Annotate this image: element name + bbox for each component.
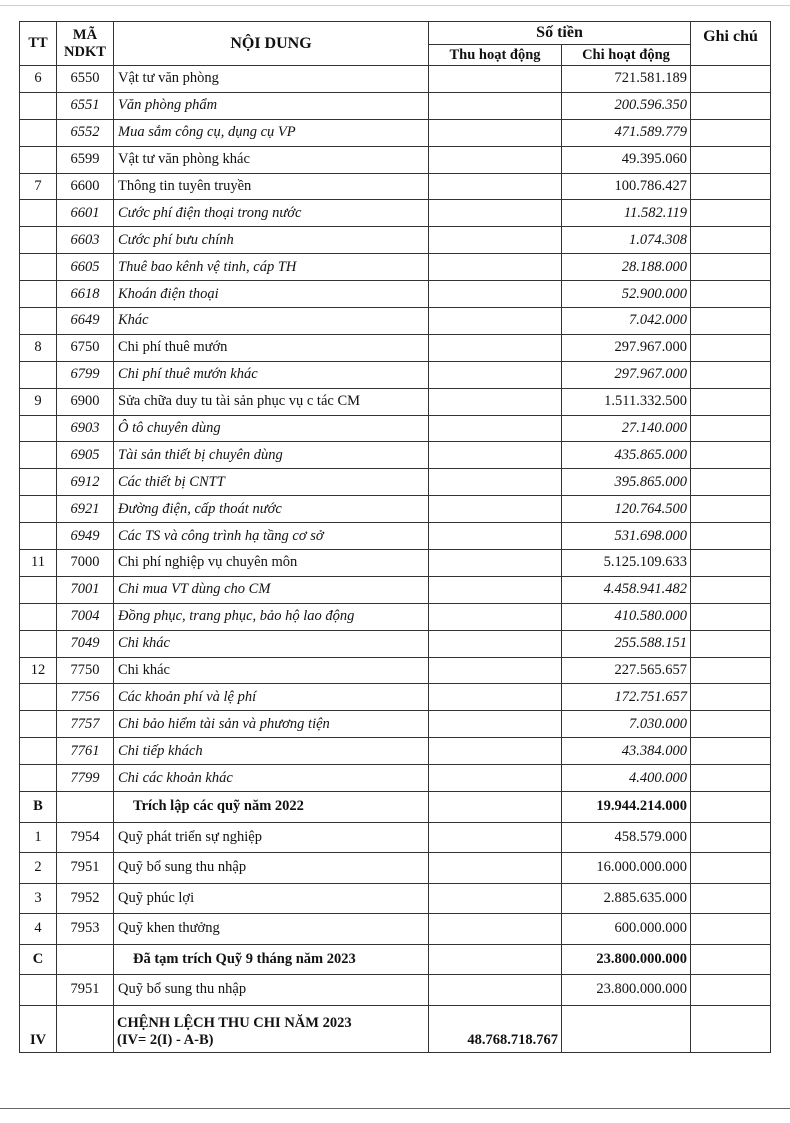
row-code: 6949 <box>57 523 114 550</box>
row-content: Chi phí thuê mướn <box>114 334 429 361</box>
row-code: 6905 <box>57 442 114 469</box>
fund-content: Quỹ phúc lợi <box>114 883 429 914</box>
row-chi: 5.125.109.633 <box>562 550 691 577</box>
row-tt <box>20 684 57 711</box>
fund-thu <box>429 883 562 914</box>
row-note <box>691 684 771 711</box>
row-tt <box>20 630 57 657</box>
row-note <box>691 630 771 657</box>
row-chi: 255.588.151 <box>562 630 691 657</box>
fund-tt: 3 <box>20 883 57 914</box>
row-thu <box>429 388 562 415</box>
row-tt <box>20 523 57 550</box>
section-iv-thu: 48.768.718.767 <box>429 1005 562 1052</box>
row-chi: 200.596.350 <box>562 92 691 119</box>
fund-row <box>20 853 771 884</box>
fund-tt: 4 <box>20 914 57 945</box>
row-chi: 721.581.189 <box>562 66 691 93</box>
row-thu <box>429 442 562 469</box>
table-row <box>20 657 771 684</box>
table-row <box>20 388 771 415</box>
fund-chi: 16.000.000.000 <box>562 853 691 884</box>
row-code: 7756 <box>57 684 114 711</box>
row-tt <box>20 281 57 308</box>
section-b-row <box>20 792 771 823</box>
row-thu <box>429 738 562 765</box>
row-code: 7001 <box>57 576 114 603</box>
row-tt: 8 <box>20 334 57 361</box>
table-row <box>20 415 771 442</box>
c-detail-thu <box>429 975 562 1006</box>
section-iv-line1: CHỆNH LỆCH THU CHI NĂM 2023 <box>117 1014 352 1031</box>
row-tt <box>20 576 57 603</box>
row-code: 6599 <box>57 146 114 173</box>
row-chi: 297.967.000 <box>562 334 691 361</box>
row-chi: 395.865.000 <box>562 469 691 496</box>
row-note <box>691 603 771 630</box>
table-row <box>20 738 771 765</box>
row-content: Thông tin tuyên truyền <box>114 173 429 200</box>
row-content: Các TS và công trình hạ tầng cơ sở <box>114 523 429 550</box>
c-detail-chi: 23.800.000.000 <box>562 975 691 1006</box>
row-note <box>691 711 771 738</box>
table-row <box>20 550 771 577</box>
row-note <box>691 281 771 308</box>
row-tt <box>20 119 57 146</box>
row-note <box>691 227 771 254</box>
row-tt <box>20 603 57 630</box>
row-chi: 1.074.308 <box>562 227 691 254</box>
row-chi: 120.764.500 <box>562 496 691 523</box>
fund-note <box>691 822 771 853</box>
row-chi: 297.967.000 <box>562 361 691 388</box>
section-c-thu <box>429 944 562 975</box>
section-c-detail-row <box>20 975 771 1006</box>
table-row <box>20 442 771 469</box>
row-content: Chi bảo hiểm tài sản và phương tiện <box>114 711 429 738</box>
table-row <box>20 765 771 792</box>
row-note <box>691 442 771 469</box>
table-row <box>20 523 771 550</box>
row-chi: 471.589.779 <box>562 119 691 146</box>
table-row <box>20 92 771 119</box>
row-code: 6618 <box>57 281 114 308</box>
row-thu <box>429 119 562 146</box>
fund-code: 7953 <box>57 914 114 945</box>
row-content: Chi khác <box>114 657 429 684</box>
row-tt <box>20 254 57 281</box>
section-c-content: Đã tạm trích Quỹ 9 tháng năm 2023 <box>114 944 429 975</box>
row-content: Cước phí điện thoại trong nước <box>114 200 429 227</box>
row-code: 6600 <box>57 173 114 200</box>
row-content: Chi mua VT dùng cho CM <box>114 576 429 603</box>
table-row <box>20 254 771 281</box>
row-content: Đồng phục, trang phục, bảo hộ lao động <box>114 603 429 630</box>
row-note <box>691 415 771 442</box>
row-chi: 1.511.332.500 <box>562 388 691 415</box>
fund-chi: 458.579.000 <box>562 822 691 853</box>
row-note <box>691 200 771 227</box>
section-iv-code <box>57 1005 114 1052</box>
row-code: 6921 <box>57 496 114 523</box>
header-tt: TT <box>20 22 57 66</box>
row-thu <box>429 496 562 523</box>
row-thu <box>429 684 562 711</box>
row-content: Cước phí bưu chính <box>114 227 429 254</box>
table-row <box>20 173 771 200</box>
row-chi: 4.400.000 <box>562 765 691 792</box>
header-ghi-chu: Ghi chú <box>691 22 771 66</box>
row-tt <box>20 415 57 442</box>
row-thu <box>429 200 562 227</box>
fund-code: 7952 <box>57 883 114 914</box>
section-iv-tt: IV <box>20 1005 57 1052</box>
section-iv-row <box>20 1005 771 1052</box>
row-content: Chi phí nghiệp vụ chuyên môn <box>114 550 429 577</box>
row-tt <box>20 711 57 738</box>
fund-chi: 600.000.000 <box>562 914 691 945</box>
table-row <box>20 469 771 496</box>
row-chi: 52.900.000 <box>562 281 691 308</box>
section-c-code <box>57 944 114 975</box>
row-code: 6603 <box>57 227 114 254</box>
row-code: 7049 <box>57 630 114 657</box>
header-thu-hoat-dong: Thu hoạt động <box>429 45 562 66</box>
table-row <box>20 684 771 711</box>
row-chi: 435.865.000 <box>562 442 691 469</box>
fund-thu <box>429 853 562 884</box>
table-row <box>20 576 771 603</box>
row-note <box>691 496 771 523</box>
row-note <box>691 173 771 200</box>
row-code: 6903 <box>57 415 114 442</box>
row-code: 6551 <box>57 92 114 119</box>
section-b-note <box>691 792 771 823</box>
fund-content: Quỹ khen thưởng <box>114 914 429 945</box>
row-tt: 9 <box>20 388 57 415</box>
row-content: Các khoản phí và lệ phí <box>114 684 429 711</box>
section-b-content: Trích lập các quỹ năm 2022 <box>114 792 429 823</box>
row-note <box>691 146 771 173</box>
row-content: Các thiết bị CNTT <box>114 469 429 496</box>
row-content: Vật tư văn phòng <box>114 66 429 93</box>
row-content: Đường điện, cấp thoát nước <box>114 496 429 523</box>
row-note <box>691 119 771 146</box>
row-note <box>691 657 771 684</box>
fund-tt: 1 <box>20 822 57 853</box>
table-row <box>20 200 771 227</box>
section-c-tt: C <box>20 944 57 975</box>
header-ma-line2: NDKT <box>64 43 106 60</box>
section-c-chi: 23.800.000.000 <box>562 944 691 975</box>
row-thu <box>429 576 562 603</box>
table-row <box>20 119 771 146</box>
section-c-row <box>20 944 771 975</box>
row-code: 6605 <box>57 254 114 281</box>
row-code: 7004 <box>57 603 114 630</box>
row-chi: 28.188.000 <box>562 254 691 281</box>
row-thu <box>429 308 562 335</box>
row-code: 6912 <box>57 469 114 496</box>
row-note <box>691 92 771 119</box>
row-content: Văn phòng phẩm <box>114 92 429 119</box>
row-thu <box>429 523 562 550</box>
row-thu <box>429 254 562 281</box>
section-b-chi: 19.944.214.000 <box>562 792 691 823</box>
fund-thu <box>429 822 562 853</box>
row-thu <box>429 227 562 254</box>
header-chi-hoat-dong: Chi hoạt động <box>562 45 691 66</box>
row-tt <box>20 92 57 119</box>
row-note <box>691 576 771 603</box>
row-chi: 100.786.427 <box>562 173 691 200</box>
row-tt <box>20 200 57 227</box>
row-note <box>691 765 771 792</box>
row-code: 7000 <box>57 550 114 577</box>
row-tt <box>20 765 57 792</box>
top-divider <box>0 5 790 6</box>
row-tt <box>20 442 57 469</box>
fund-row <box>20 883 771 914</box>
row-content: Chi các khoản khác <box>114 765 429 792</box>
header-ma-line1: MÃ <box>72 26 98 43</box>
row-thu <box>429 630 562 657</box>
header-noi-dung: NỘI DUNG <box>114 22 429 66</box>
row-code: 7750 <box>57 657 114 684</box>
table-row <box>20 361 771 388</box>
table-row <box>20 711 771 738</box>
row-tt: 6 <box>20 66 57 93</box>
row-code: 6900 <box>57 388 114 415</box>
header-so-tien: Số tiền <box>429 22 691 45</box>
row-thu <box>429 765 562 792</box>
row-code: 7761 <box>57 738 114 765</box>
budget-table <box>19 21 771 1053</box>
row-tt <box>20 146 57 173</box>
row-code: 6550 <box>57 66 114 93</box>
row-code: 6750 <box>57 334 114 361</box>
c-detail-code: 7951 <box>57 975 114 1006</box>
row-note <box>691 66 771 93</box>
row-thu <box>429 66 562 93</box>
row-thu <box>429 603 562 630</box>
row-code: 7757 <box>57 711 114 738</box>
table-row <box>20 308 771 335</box>
row-content: Chi khác <box>114 630 429 657</box>
fund-row <box>20 914 771 945</box>
table-row <box>20 496 771 523</box>
header-ma-ndkt <box>57 22 114 66</box>
row-chi: 49.395.060 <box>562 146 691 173</box>
row-thu <box>429 92 562 119</box>
row-thu <box>429 334 562 361</box>
row-chi: 227.565.657 <box>562 657 691 684</box>
table-row <box>20 66 771 93</box>
row-thu <box>429 281 562 308</box>
table-row <box>20 603 771 630</box>
row-tt <box>20 496 57 523</box>
c-detail-tt <box>20 975 57 1006</box>
row-content: Thuê bao kênh vệ tinh, cáp TH <box>114 254 429 281</box>
row-chi: 11.582.119 <box>562 200 691 227</box>
row-tt <box>20 738 57 765</box>
section-iv-note <box>691 1005 771 1052</box>
table-row <box>20 334 771 361</box>
row-note <box>691 308 771 335</box>
row-note <box>691 550 771 577</box>
row-tt <box>20 308 57 335</box>
row-note <box>691 523 771 550</box>
row-chi: 4.458.941.482 <box>562 576 691 603</box>
row-chi: 410.580.000 <box>562 603 691 630</box>
fund-chi: 2.885.635.000 <box>562 883 691 914</box>
table-row <box>20 630 771 657</box>
section-iv-line2: (IV= 2(I) - A-B) <box>117 1031 214 1048</box>
section-iv-chi <box>562 1005 691 1052</box>
row-code: 6799 <box>57 361 114 388</box>
c-detail-content: Quỹ bổ sung thu nhập <box>114 975 429 1006</box>
row-chi: 27.140.000 <box>562 415 691 442</box>
fund-note <box>691 883 771 914</box>
row-tt: 12 <box>20 657 57 684</box>
row-note <box>691 738 771 765</box>
row-code: 6649 <box>57 308 114 335</box>
row-content: Mua sắm công cụ, dụng cụ VP <box>114 119 429 146</box>
row-content: Chi tiếp khách <box>114 738 429 765</box>
fund-note <box>691 853 771 884</box>
row-note <box>691 469 771 496</box>
table-row <box>20 281 771 308</box>
row-thu <box>429 361 562 388</box>
fund-content: Quỹ phát triển sự nghiệp <box>114 822 429 853</box>
row-tt <box>20 227 57 254</box>
row-thu <box>429 146 562 173</box>
fund-thu <box>429 914 562 945</box>
row-note <box>691 361 771 388</box>
bottom-divider <box>0 1108 790 1109</box>
row-content: Sửa chữa duy tu tài sản phục vụ c tác CM <box>114 388 429 415</box>
row-thu <box>429 657 562 684</box>
row-chi: 43.384.000 <box>562 738 691 765</box>
row-thu <box>429 173 562 200</box>
fund-code: 7951 <box>57 853 114 884</box>
row-code: 6552 <box>57 119 114 146</box>
row-thu <box>429 711 562 738</box>
row-chi: 7.042.000 <box>562 308 691 335</box>
fund-code: 7954 <box>57 822 114 853</box>
row-tt: 11 <box>20 550 57 577</box>
row-thu <box>429 550 562 577</box>
row-content: Khoán điện thoại <box>114 281 429 308</box>
fund-content: Quỹ bổ sung thu nhập <box>114 853 429 884</box>
row-chi: 172.751.657 <box>562 684 691 711</box>
section-b-tt: B <box>20 792 57 823</box>
row-content: Chi phí thuê mướn khác <box>114 361 429 388</box>
table-row <box>20 227 771 254</box>
row-content: Tài sản thiết bị chuyên dùng <box>114 442 429 469</box>
section-c-note <box>691 944 771 975</box>
c-detail-note <box>691 975 771 1006</box>
header-row-1 <box>20 22 771 45</box>
row-note <box>691 254 771 281</box>
row-note <box>691 334 771 361</box>
row-thu <box>429 415 562 442</box>
fund-tt: 2 <box>20 853 57 884</box>
row-code: 7799 <box>57 765 114 792</box>
row-note <box>691 388 771 415</box>
section-iv-content <box>114 1005 429 1052</box>
row-chi: 531.698.000 <box>562 523 691 550</box>
fund-note <box>691 914 771 945</box>
table-row <box>20 146 771 173</box>
row-code: 6601 <box>57 200 114 227</box>
section-b-thu <box>429 792 562 823</box>
row-content: Vật tư văn phòng khác <box>114 146 429 173</box>
fund-row <box>20 822 771 853</box>
section-b-code <box>57 792 114 823</box>
row-chi: 7.030.000 <box>562 711 691 738</box>
row-tt <box>20 469 57 496</box>
row-content: Ô tô chuyên dùng <box>114 415 429 442</box>
row-thu <box>429 469 562 496</box>
row-tt <box>20 361 57 388</box>
row-tt: 7 <box>20 173 57 200</box>
row-content: Khác <box>114 308 429 335</box>
